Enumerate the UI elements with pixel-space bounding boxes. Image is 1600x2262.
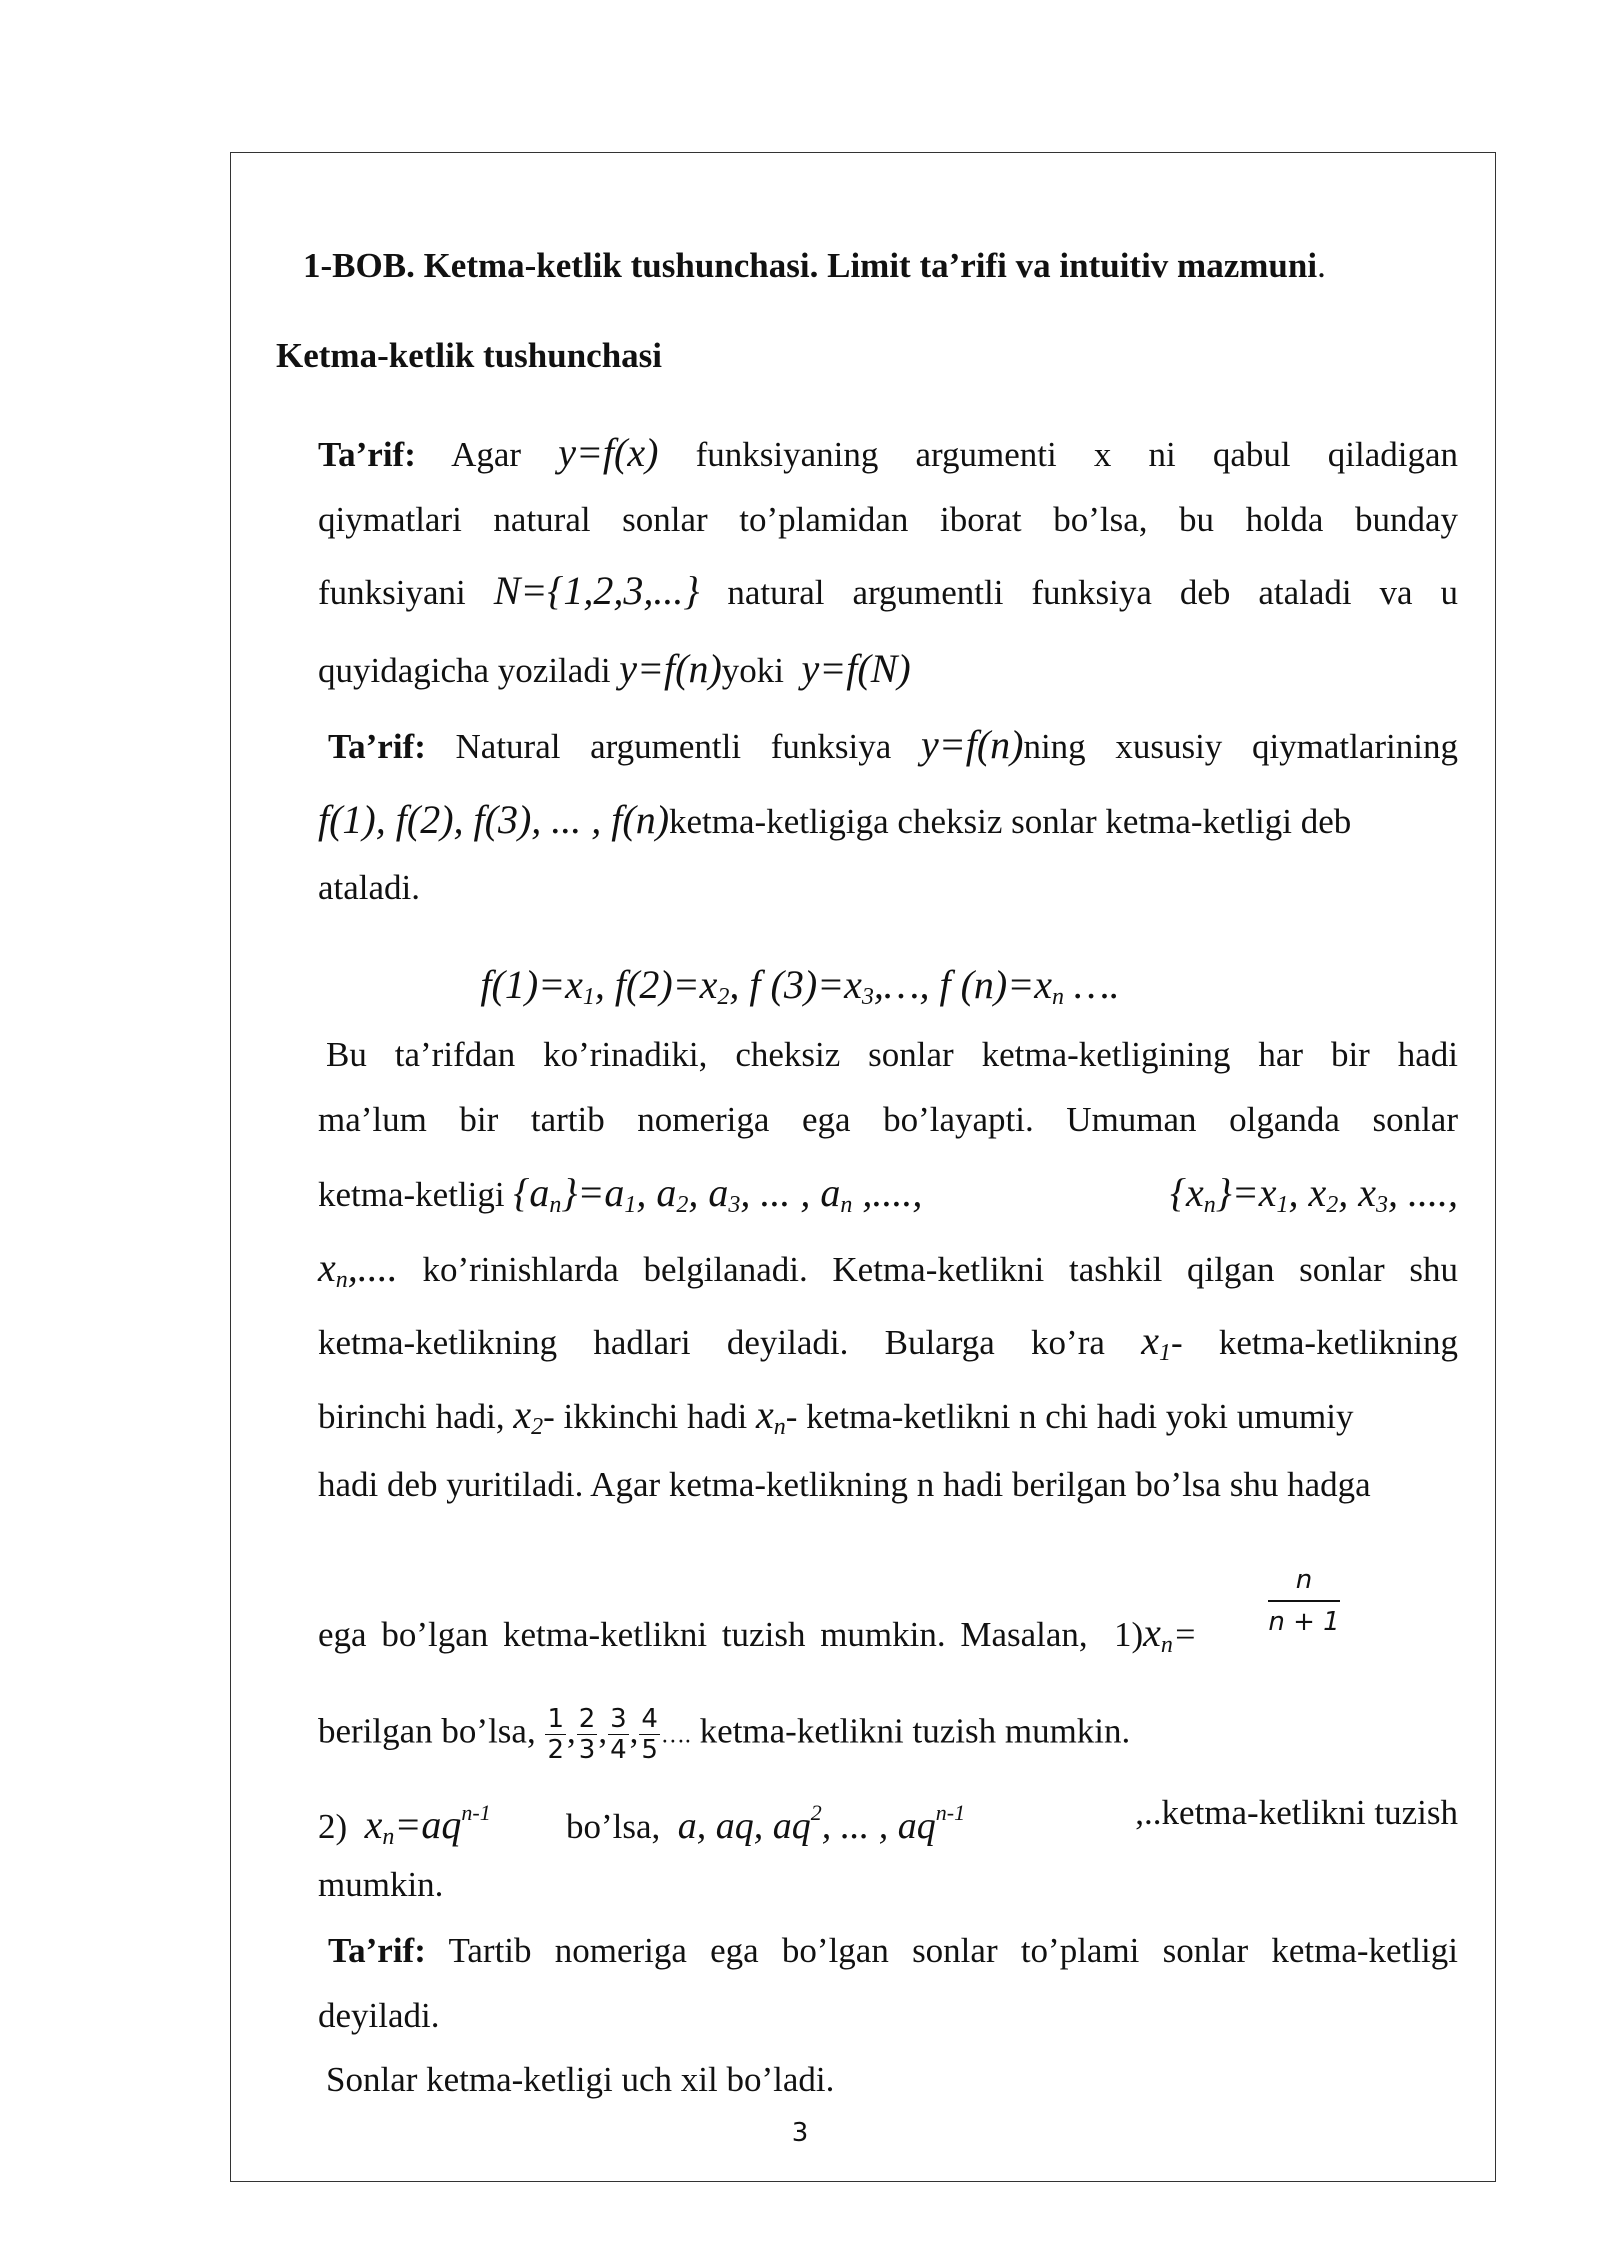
math: , f(2)=x: [594, 962, 718, 1007]
para-line2: ma’lum bir tartib nomeriga ega bo’layapti. Umuman olganda sonlar: [318, 1100, 1458, 1139]
text: - ikkinchi hadi: [543, 1397, 748, 1436]
last-line: Sonlar ketma-ketligi uch xil bo’ladi.: [326, 2060, 835, 2099]
def3-line1: [328, 1928, 1458, 1974]
math: , a: [688, 1170, 729, 1215]
text: natural argumentli funksiya deb ataladi va u: [727, 573, 1459, 612]
subscript: n: [549, 1192, 562, 1218]
text: bo’lsa,: [566, 1807, 661, 1846]
subscript: 3: [728, 1192, 741, 1218]
subscript: n: [1052, 984, 1064, 1010]
math: ,....,: [852, 1170, 923, 1215]
subscript: 3: [1376, 1192, 1388, 1218]
text: ketma-ketligiga cheksiz sonlar ketma-ketligi deb: [669, 802, 1352, 841]
text: Tartib nomeriga ega bo’lgan sonlar to’plami sonlar ketma-ketligi: [448, 1931, 1458, 1970]
math: x: [364, 1802, 383, 1847]
math: x: [1141, 1318, 1159, 1363]
def1-line4: [318, 646, 1458, 694]
fraction-denominator: n + 1: [1268, 1607, 1340, 1637]
fraction-denominator: 3: [578, 1735, 596, 1765]
subscript: 2: [717, 984, 730, 1010]
text: birinchi hadi,: [318, 1397, 505, 1436]
superscript: 2: [810, 1800, 822, 1825]
ellipsis: ….: [660, 1722, 691, 1749]
para-line4: [318, 1245, 1458, 1303]
text: yoki: [721, 651, 785, 690]
example-line1: [318, 1610, 1268, 1668]
definition-label: Ta’rif:: [318, 435, 416, 474]
math: a, aq, aq: [677, 1805, 811, 1847]
chapter-title-text: 1-BOB. Ketma-ketlik tushunchasi. Limit ta’rifi va intuitiv mazmuni: [303, 246, 1318, 285]
subscript: 2: [676, 1192, 689, 1218]
text: ko’rinishlarda belgilanadi. Ketma-ketlikni tashkil qilgan sonlar shu: [422, 1250, 1458, 1289]
math: {a: [513, 1170, 550, 1215]
example-line4: mumkin.: [318, 1865, 444, 1904]
subscript: n: [1160, 1632, 1173, 1658]
fraction-1-2: [545, 1704, 566, 1765]
text: 2): [318, 1807, 348, 1846]
subscript: 2: [1326, 1192, 1339, 1218]
sequence-formula: [0, 962, 1600, 1020]
example-line2: berilgan bo’lsa, $\frac{1}{2}$ , $\frac{2}{3}$ , $\frac{3}{4}$ , $\frac{4}{5}$ …. ketma-ketlikni tuzish mumkin.: [318, 1704, 1131, 1765]
superscript: n-1: [935, 1800, 966, 1825]
math: f(1)=x: [480, 962, 583, 1007]
def3-line2: deyiladi.: [318, 1996, 440, 2035]
chapter-title: [303, 243, 1443, 289]
fraction-numerator: 3: [610, 1704, 627, 1734]
math: {x: [1169, 1170, 1204, 1215]
subscript: 1: [582, 984, 595, 1010]
text: Natural argumentli funksiya: [455, 727, 892, 766]
definition-label: Ta’rif:: [328, 727, 426, 766]
fraction-numerator: 2: [578, 1704, 596, 1734]
math: x: [318, 1245, 336, 1290]
subscript: n: [335, 1267, 348, 1293]
def2-line3: ataladi.: [318, 868, 421, 907]
math: =aq: [394, 1802, 462, 1847]
subscript: n: [382, 1824, 395, 1850]
math: y=f(x): [558, 430, 659, 475]
math: y=f(N): [801, 646, 911, 691]
text: - ketma-ketlikni n chi hadi yoki umumiy: [785, 1397, 1354, 1436]
subscript: n: [1203, 1192, 1216, 1218]
page-number: 3: [791, 2118, 809, 2148]
math: x: [513, 1392, 532, 1437]
para-line3-right: [1138, 1170, 1458, 1228]
math: f(1), f(2), f(3), ... , f(n): [318, 797, 670, 842]
fraction-denominator: 2: [547, 1735, 565, 1765]
def2-line2: [318, 797, 1458, 845]
text: quyidagicha yoziladi: [318, 651, 611, 690]
subscript: 1: [624, 1192, 637, 1218]
fraction-denominator: 5: [641, 1735, 658, 1765]
subscript: n: [840, 1192, 853, 1218]
math: y=f(n): [920, 722, 1024, 767]
math: , f (3)=x: [729, 962, 862, 1007]
para-line1: Bu ta’rifdan ko’rinadiki, cheksiz sonlar ketma-ketligining har bir hadi: [326, 1035, 1458, 1074]
fraction-4-5: [639, 1704, 660, 1765]
def1-line3: [318, 568, 1458, 616]
math: }=x: [1215, 1170, 1277, 1215]
math: }=a: [561, 1170, 625, 1215]
math: x: [1143, 1610, 1161, 1655]
fraction-numerator: 4: [641, 1704, 658, 1734]
math: =: [1172, 1614, 1198, 1654]
definition-label: Ta’rif:: [328, 1931, 426, 1970]
def2-line1: [328, 722, 1458, 770]
subscript: n: [773, 1414, 786, 1440]
example-line3-end: ,..ketma-ketlikni tuzish: [1135, 1793, 1458, 1832]
fraction-numerator: 1: [547, 1704, 565, 1734]
math: N={1,2,3,...}: [493, 568, 700, 613]
para-line6: [318, 1392, 1458, 1450]
text: ning xususiy qiymatlarining: [1023, 727, 1459, 766]
math: , ... , aq: [821, 1805, 936, 1847]
text: funksiyani: [318, 573, 466, 612]
subscript: 3: [861, 984, 874, 1010]
text: ketma-ketlikni tuzish mumkin.: [699, 1711, 1131, 1751]
fraction-n-over-n-plus-1: [1268, 1560, 1340, 1642]
math: x: [756, 1392, 774, 1437]
math: ,....: [347, 1245, 398, 1290]
math: , a: [636, 1170, 677, 1215]
math: , x: [1288, 1170, 1327, 1215]
text: ega bo’lgan ketma-ketlikni tuzish mumkin. Masalan,: [318, 1615, 1088, 1654]
para-line5: [318, 1318, 1458, 1376]
math: , x: [1338, 1170, 1376, 1215]
subscript: 1: [1276, 1192, 1289, 1218]
math: ,…, f (n)=x: [873, 962, 1052, 1007]
fraction-3-4: [608, 1704, 629, 1765]
text: 1): [1113, 1615, 1144, 1654]
def1-line2: qiymatlari natural sonlar to’plamidan iborat bo’lsa, bu holda bunday: [318, 500, 1458, 539]
fraction-denominator: 4: [610, 1735, 627, 1765]
math: y=f(n): [619, 646, 722, 691]
subscript: 2: [531, 1414, 544, 1440]
math: ….: [1064, 962, 1120, 1007]
section-title: Ketma-ketlik tushunchasi: [276, 336, 663, 375]
text: funksiyaning argumenti x ni qabul qiladigan: [695, 435, 1459, 474]
text: berilgan bo’lsa,: [318, 1711, 536, 1751]
math: , ....,: [1388, 1170, 1458, 1215]
superscript: n-1: [461, 1800, 491, 1825]
subscript: 1: [1158, 1340, 1171, 1366]
text: ketma-ketlikning hadlari deyiladi. Bularga ko’ra: [318, 1323, 1105, 1362]
fraction-2-3: [577, 1704, 598, 1765]
fraction-numerator: n: [1268, 1560, 1340, 1602]
para-line7: hadi deb yuritiladi. Agar ketma-ketlikning n hadi berilgan bo’lsa shu hadga: [318, 1465, 1371, 1504]
text: ketma-ketligi: [318, 1175, 505, 1214]
chapter-title-dot: .: [1317, 246, 1326, 285]
def1-line1: [318, 430, 1458, 478]
math: , ... , a: [740, 1170, 841, 1215]
text: Agar: [451, 435, 522, 474]
text: - ketma-ketlikning: [1170, 1323, 1458, 1362]
